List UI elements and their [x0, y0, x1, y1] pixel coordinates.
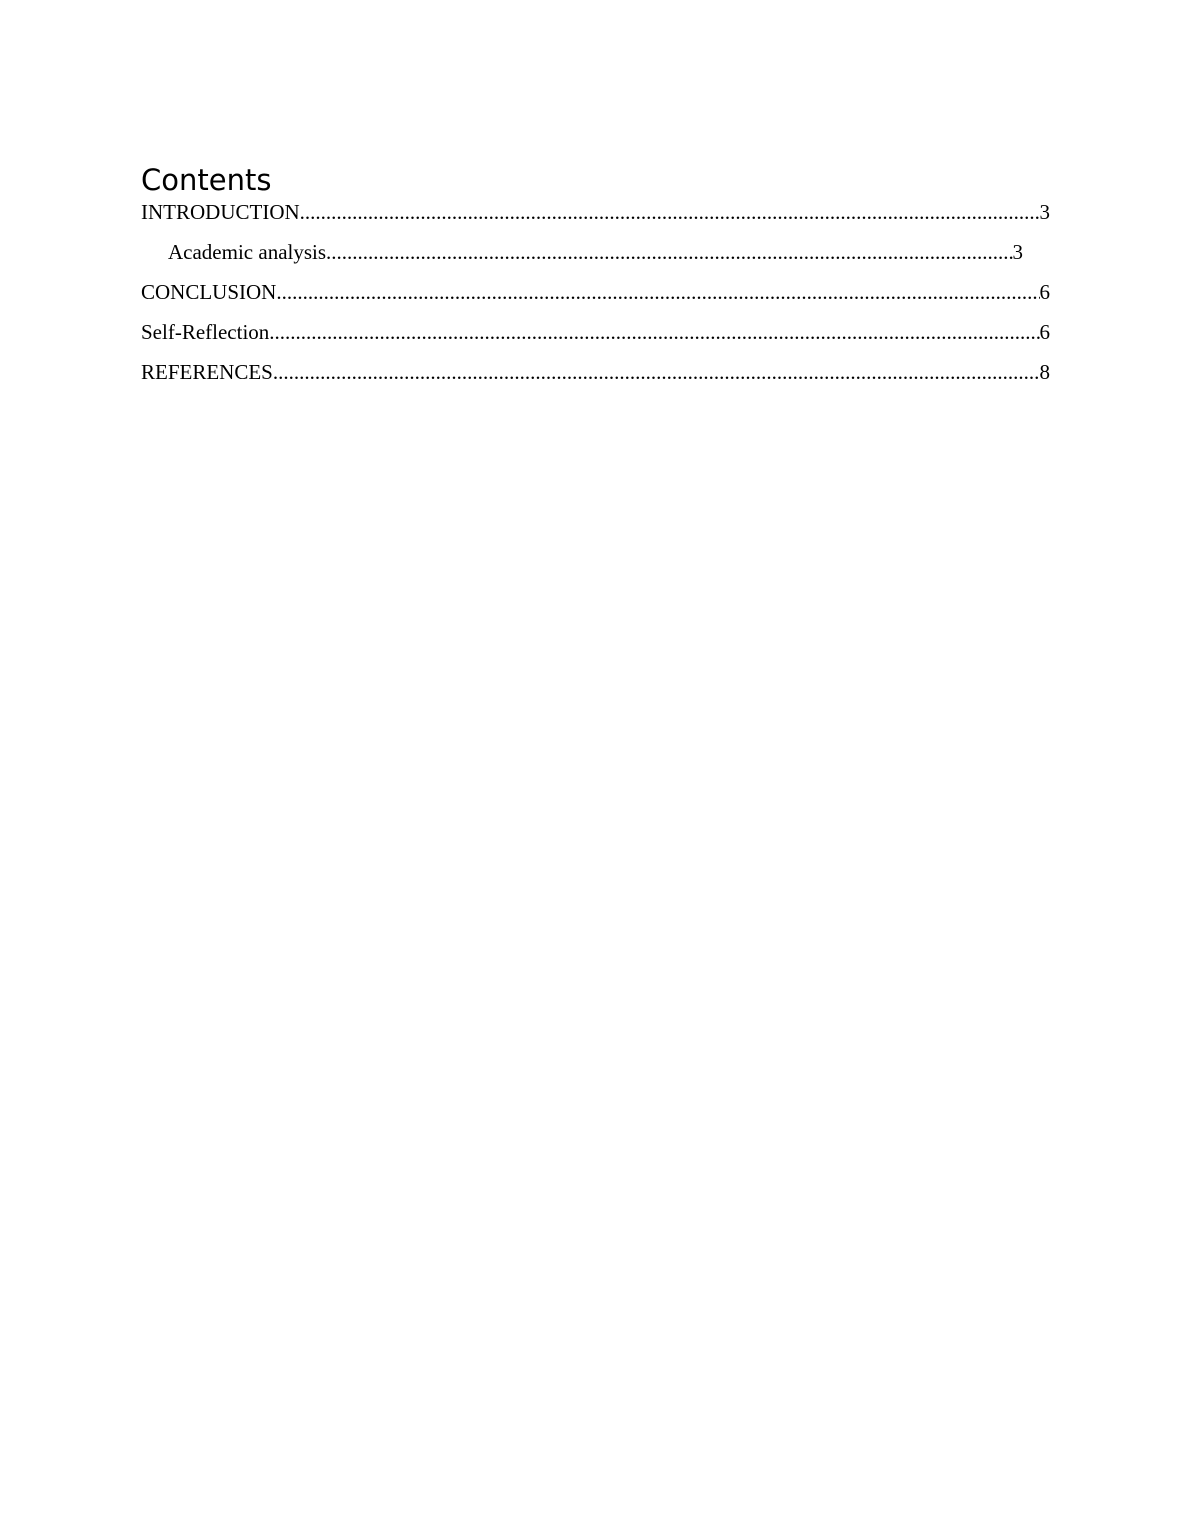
- toc-page-number: 3: [1012, 240, 1023, 264]
- toc-page-number: 6: [1039, 320, 1050, 344]
- toc-page-number: 8: [1039, 360, 1050, 384]
- toc-list: [141, 200, 1050, 400]
- toc-entry-label: Academic analysis: [168, 240, 327, 264]
- toc-entry-references[interactable]: [141, 360, 1050, 400]
- toc-dot-leader: [273, 360, 1040, 384]
- toc-entry-label: REFERENCES: [141, 360, 273, 384]
- toc-entry-label: INTRODUCTION: [141, 200, 300, 224]
- toc-dot-leader: [276, 280, 1039, 304]
- toc-entry-conclusion[interactable]: [141, 280, 1050, 320]
- table-of-contents: [141, 160, 1050, 400]
- toc-page-number: 6: [1039, 280, 1050, 304]
- toc-dot-leader: [300, 200, 1040, 224]
- toc-entry-label: CONCLUSION: [141, 280, 277, 304]
- toc-entry-introduction[interactable]: [141, 200, 1050, 240]
- toc-dot-leader: [269, 320, 1039, 344]
- toc-title: Contents: [141, 163, 272, 197]
- toc-entry-self-reflection[interactable]: [141, 320, 1050, 360]
- toc-entry-label: Self-Reflection: [141, 320, 270, 344]
- toc-page-number: 3: [1039, 200, 1050, 224]
- toc-dot-leader: [326, 240, 1012, 264]
- toc-entry-academic-analysis[interactable]: [141, 240, 1023, 280]
